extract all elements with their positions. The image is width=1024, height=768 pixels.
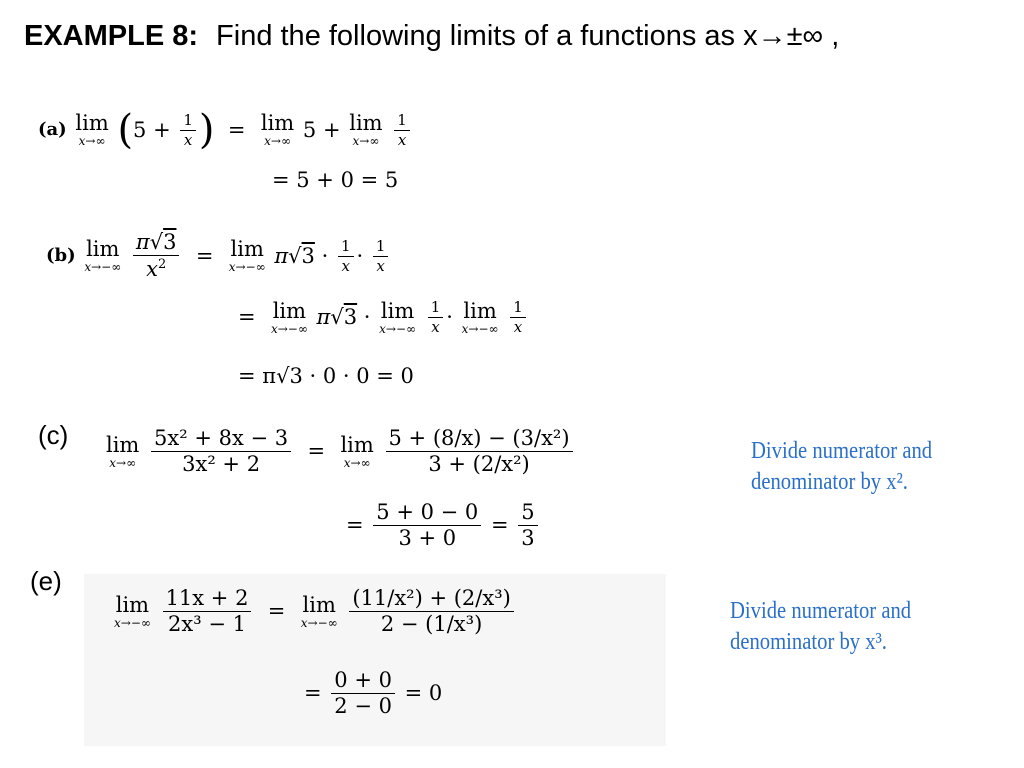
note-line: Divide numerator and <box>730 598 912 624</box>
fraction: $\frac{1}{x}$ <box>338 239 354 274</box>
limit-operator: lim x→−∞ <box>228 237 266 274</box>
part-e-line2: = $\frac{0 + 0}{2 - 0}$ = 0 <box>304 668 443 718</box>
fraction: $\frac{1}{x}$ <box>428 300 444 335</box>
fraction: $\frac{\pi√3}{x^2}$ <box>133 232 180 280</box>
fraction: $\frac{5}{3}$ <box>518 502 537 549</box>
part-b-line1: (b) lim x→−∞ $\frac{\pi√3}{x^2}$ = lim x→−∞ π√3 · $\frac{1}{x}$ · $\frac{1}{x}$ <box>46 232 391 280</box>
limit-operator: lim x→−∞ <box>270 298 308 336</box>
part-b-label: (b) <box>46 245 76 266</box>
part-c-line2: = $\frac{5 + 0 - 0}{3 + 0}$ = $\frac{5}{3}$ <box>346 502 541 549</box>
limit-operator: lim x→−∞ <box>84 237 122 274</box>
limit-operator: lim x→−∞ <box>379 298 417 336</box>
fraction: $\frac{1}{x}$ <box>510 300 526 335</box>
fraction: $\frac{1}{x}$ <box>394 113 410 148</box>
limit-operator: lim x→∞ <box>75 111 109 148</box>
fraction: $\frac{1}{x}$ <box>180 113 196 148</box>
part-b-line2: = lim x→−∞ π√3 · lim x→−∞ $\frac{1}{x}$ · lim x→−∞ $\frac{1}{x}$ <box>238 300 529 335</box>
limit-operator: lim x→∞ <box>349 111 383 148</box>
part-b-result: = π√3 · 0 · 0 = 0 <box>238 364 414 388</box>
part-e-line1: lim x→−∞ $\frac{11x + 2}{\text{2x³ − 1}}$ = lim x→−∞ $\frac{\text{(11/x²) + (2/x³)}}{\text{2 − (1/x³)}}$ <box>112 588 517 635</box>
example-label: EXAMPLE 8: <box>24 20 199 52</box>
fraction: $\frac{5 + 0 - 0}{3 + 0}$ <box>373 502 481 549</box>
part-c-note <box>751 436 932 498</box>
limit-operator: lim x→∞ <box>106 432 140 470</box>
part-a-line1: (a) lim x→∞ (5 + $\frac{1}{x}$ ) = lim x→∞ 5 + lim x→∞ $\frac{1}{x}$ <box>38 110 413 150</box>
limit-operator: lim x→∞ <box>260 111 295 148</box>
note-line: denominator by x². <box>751 469 908 496</box>
part-a-result: = 5 + 0 = 5 <box>272 168 399 192</box>
limit-operator: lim x→−∞ <box>300 592 338 630</box>
fraction: $\frac{11x + 2}{\text{2x³ − 1}}$ <box>163 588 252 635</box>
limit-operator: lim x→−∞ <box>114 592 151 630</box>
fraction: $\frac{\text{5x² + 8x − 3}}{\text{3x² + 2}}$ <box>151 428 291 475</box>
part-e-note <box>730 596 911 658</box>
part-a-label: (a) <box>38 119 67 140</box>
fraction: $\frac{\text{5 + (8/x) − (3/x²)}}{\text{3 + (2/x²)}}$ <box>386 428 573 475</box>
example-text: Find the following limits of a functions as x→±∞ , <box>216 20 840 52</box>
fraction: $\frac{1}{x}$ <box>373 239 389 274</box>
note-line: denominator by x³. <box>730 629 887 656</box>
part-e-label: (e) <box>30 566 62 596</box>
slide-title <box>24 20 839 53</box>
part-c-label: (c) <box>38 420 69 450</box>
fraction: $\frac{0 + 0}{2 - 0}$ <box>331 670 395 717</box>
note-line: Divide numerator and <box>751 438 933 464</box>
limit-operator: lim x→−∞ <box>461 298 499 336</box>
limit-operator: lim x→∞ <box>340 432 374 470</box>
fraction: $\frac{\text{(11/x²) + (2/x³)}}{\text{2 − (1/x³)}}$ <box>349 588 513 635</box>
part-c-line1: lim x→∞ $\frac{\text{5x² + 8x − 3}}{\text{3x² + 2}}$ = lim x→∞ $\frac{\text{5 + (8/x) − (3/x²)}}{\text{3 + (2/x²)}}$ <box>104 428 576 475</box>
